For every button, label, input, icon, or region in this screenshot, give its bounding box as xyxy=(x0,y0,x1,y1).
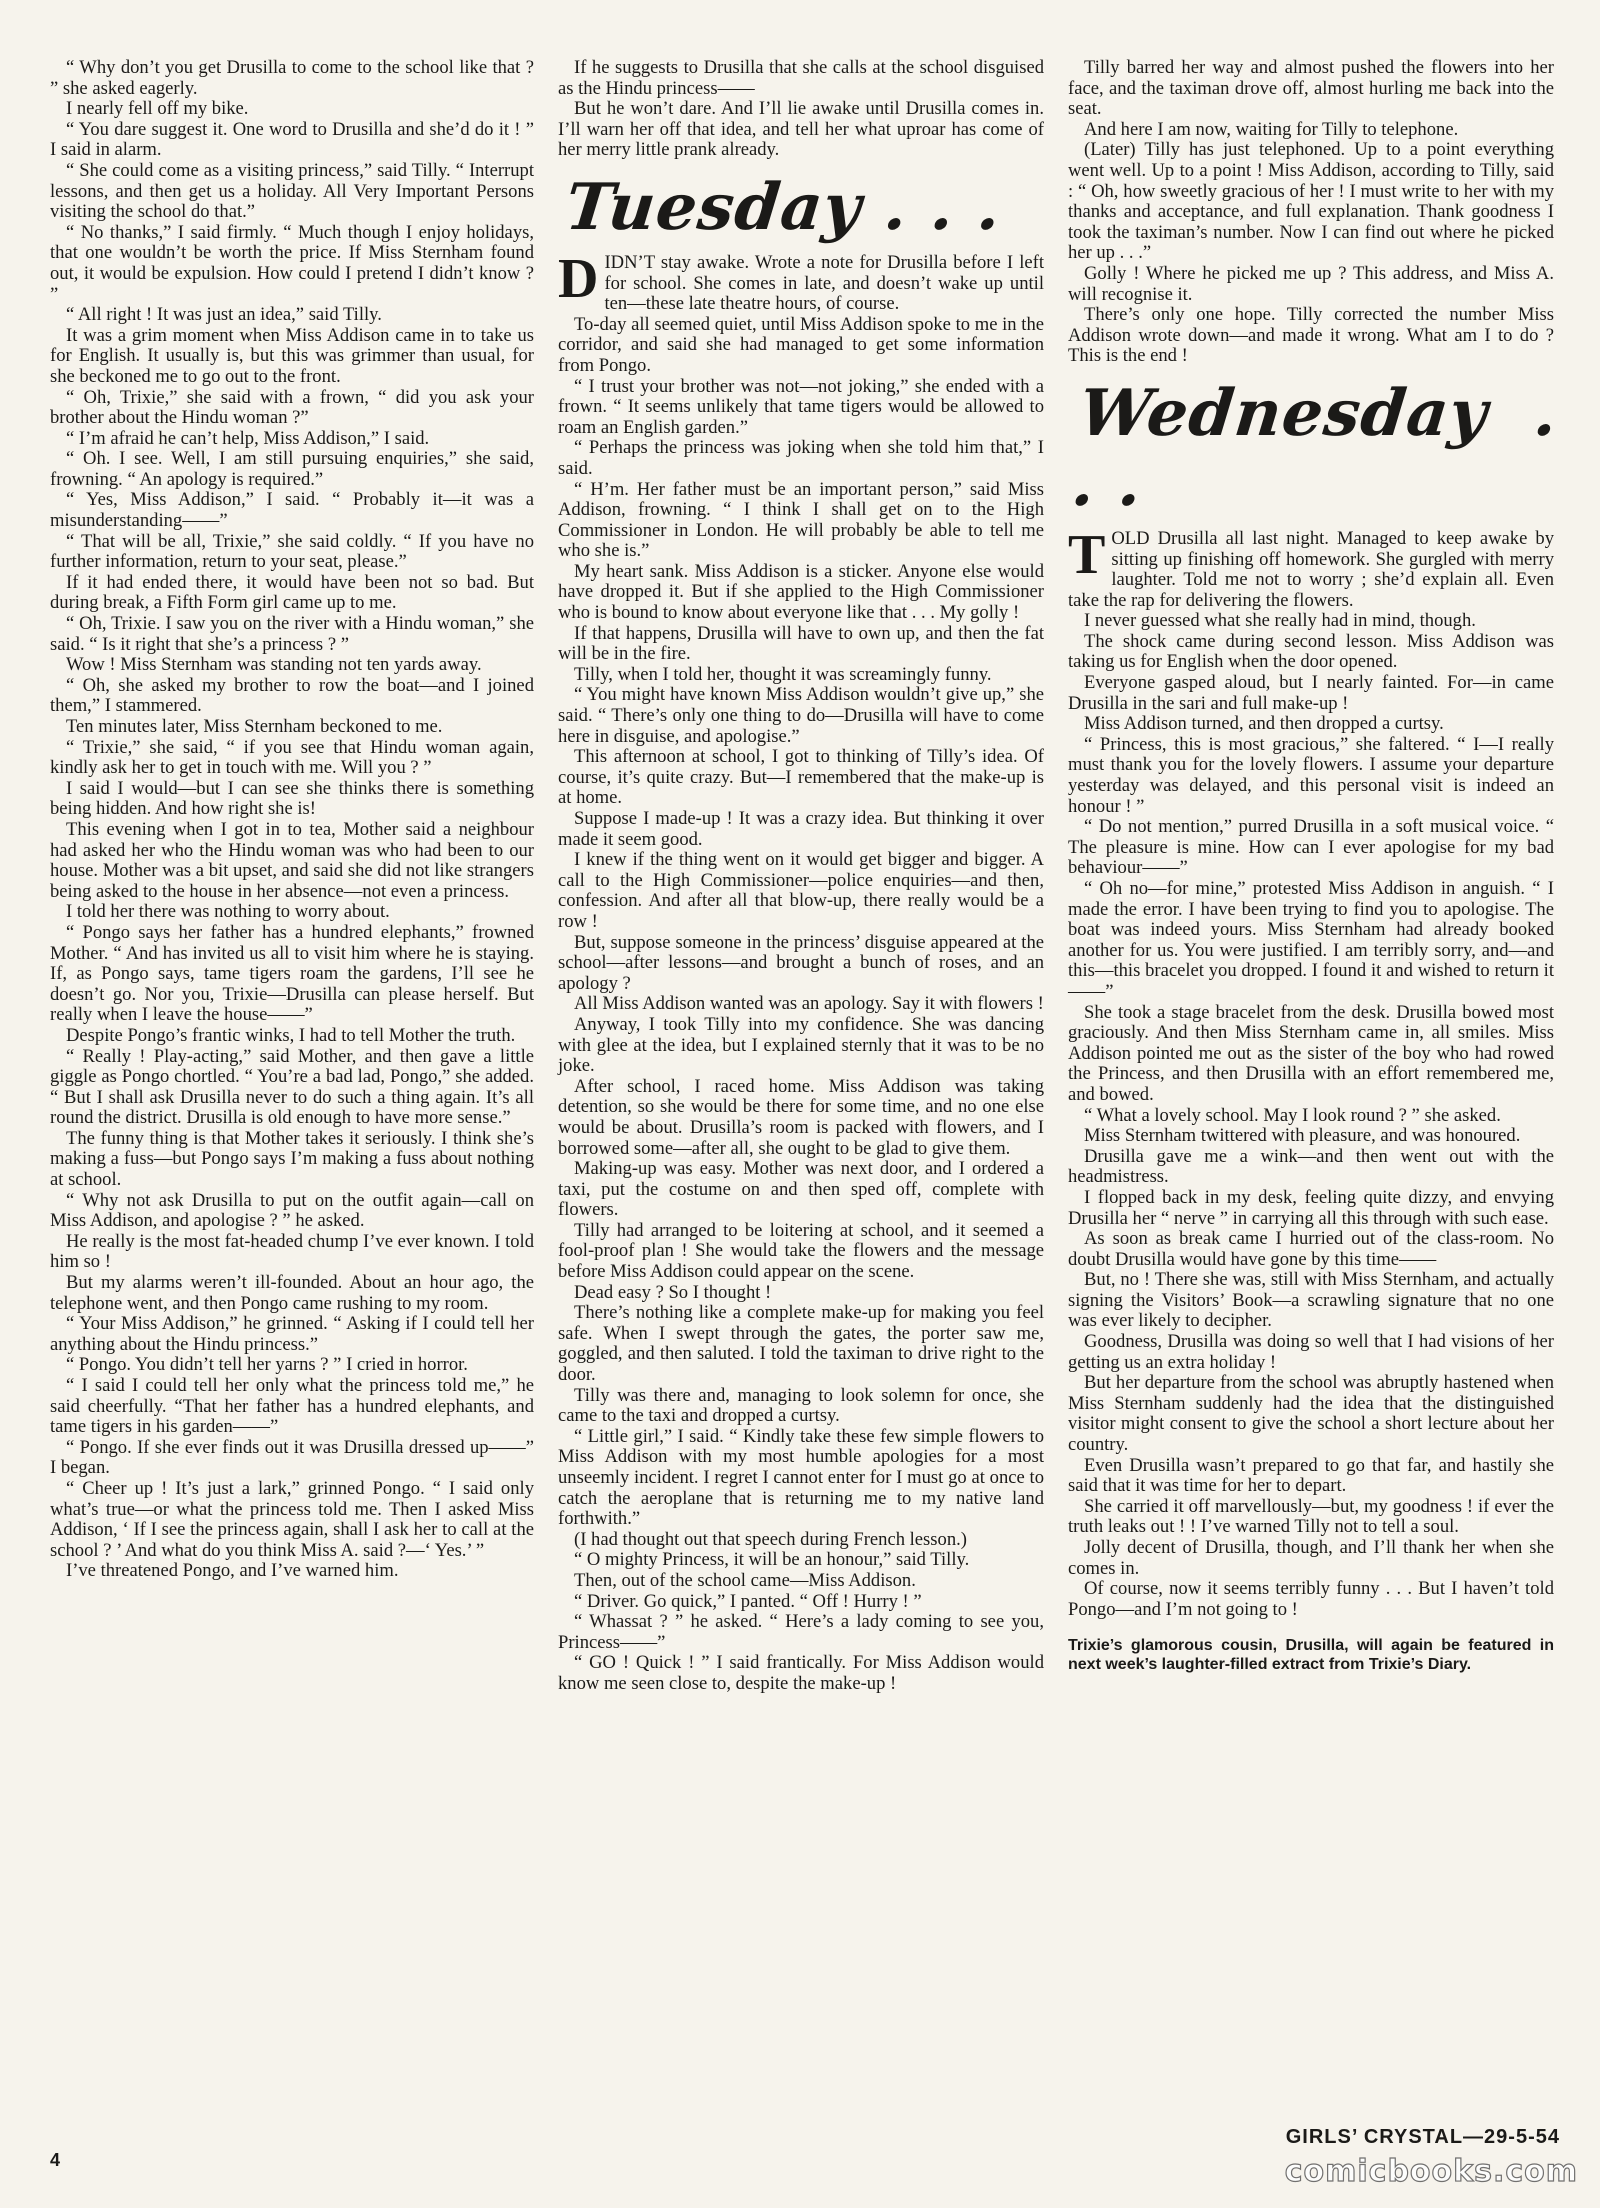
paragraph: “ Oh no—for mine,” protested Miss Addison in anguish. “ I made the error. I have been trying to find you to apologise. The boat was indeed yours. Miss Sternham had already booked another for us. You were justified. I am terribly sorry, and—and this—this bracelet you dropped. I found it and wished to return it——” xyxy=(1068,878,1554,1002)
paragraph: As soon as break came I hurried out of the class-room. No doubt Drusilla would have gone by this time—— xyxy=(1068,1228,1554,1270)
paragraph: “ Little girl,” I said. “ Kindly take these few simple flowers to Miss Addison with my most humble apologies for a most unseemly incident. I regret I cannot enter for I must go at once to catch the aeroplane that is returning me to my native land forthwith.” xyxy=(558,1425,1044,1530)
paragraph: If that happens, Drusilla will have to own up, and then the fat will be in the fire. xyxy=(558,622,1044,665)
paragraph: I nearly fell off my bike. xyxy=(66,98,249,120)
paragraph: Anyway, I took Tilly into my confidence. She was dancing with glee at the idea, but I explained sternly that it was to be no joke. xyxy=(558,1013,1044,1077)
paragraph: To-day all seemed quiet, until Miss Addison spoke to me in the corridor, and said she had managed to get some information from Pongo. xyxy=(558,313,1044,376)
paragraph: Of course, now it seems terribly funny . . . But I haven’t told Pongo—and I’m not going to ! xyxy=(1068,1578,1554,1620)
next-week-footnote: Trixie’s glamorous cousin, Drusilla, will again be featured in next week’s laughter-filled extract from Trixie’s Diary. xyxy=(1068,1637,1554,1674)
paragraph: “ Pongo. You didn’t tell her yarns ? ” I cried in horror. xyxy=(66,1354,468,1376)
dropcap-t: T xyxy=(1068,523,1106,586)
wednesday-opening-paragraph: TOLD Drusilla all last night. Managed to keep awake by sitting up finishing off homework. She gurgled with merry laughter. Told me not to worry ; she’d explain all. Even take the rap for delivering the flowers. xyxy=(1068,523,1554,611)
paragraph: Ten minutes later, Miss Sternham beckoned to me. xyxy=(66,716,443,737)
paragraph: “ All right ! It was just an idea,” said Tilly. xyxy=(66,304,382,326)
tuesday-opening-paragraph: DIDN’T stay awake. Wrote a note for Drusilla before I left for school. She comes in late, and doesn’t wake up until ten—these late theatre hours, of course. xyxy=(558,247,1044,315)
paragraph: I knew if the thing went on it would get bigger and bigger. A call to the High Commissioner—police enquiries—and then, confession. And after all that blow-up, there really would be a row ! xyxy=(558,849,1044,932)
paragraph: “ Pongo says her father has a hundred elephants,” frowned Mother. “ And has invited us all to visit him where he is staying. If, as Pongo says, tame tigers roam the gardens, I’ll see he doesn’t go. Nor you, Trixie—Drusilla can please herself. But really when I leave the house——” xyxy=(50,921,534,1026)
paragraph: “ You dare suggest it. One word to Drusilla and she’d do it ! ” I said in alarm. xyxy=(50,118,534,161)
dropcap-d: D xyxy=(558,247,599,310)
paragraph: Tilly had arranged to be loitering at school, and it seemed a fool-proof plan ! She would take the flowers and the message before Miss Addison could appear on the scene. xyxy=(558,1219,1044,1283)
paragraph: “ GO ! Quick ! ” I said frantically. For Miss Addison would know me seen close to, despite the make-up ! xyxy=(558,1652,1044,1694)
paragraph: If it had ended there, it would have been not so bad. But during break, a Fifth Form girl came up to me. xyxy=(50,571,534,614)
paragraph: “ Cheer up ! It’s just a lark,” grinned Pongo. “ I said only what’s true—or what the princess told me. Then I asked Miss Addison, ‘ If I see the princess again, shall I ask her to call at the school ? ’ And what do you think Miss A. said ?—‘ Yes.’ ” xyxy=(50,1477,534,1561)
paragraph: Drusilla gave me a wink—and then went out with the headmistress. xyxy=(1068,1145,1554,1188)
paragraph: “ O mighty Princess, it will be an honour,” said Tilly. xyxy=(574,1549,970,1571)
paragraph: “ You might have known Miss Addison wouldn’t give up,” she said. “ There’s only one thing to do—Drusilla will have to come here in disguise, and apologise.” xyxy=(558,684,1044,747)
paragraph: “ She could come as a visiting princess,” said Tilly. “ Interrupt lessons, and then get us a holiday. All Very Important Persons visiting the school do that.” xyxy=(50,159,534,223)
paragraph: All Miss Addison wanted was an apology. Say it with flowers ! xyxy=(574,993,1044,1015)
paragraph: This evening when I got in to tea, Mother said a neighbour had asked her who the Hindu woman was who had been to our house. Mother was a bit upset, and said she did not like strangers being asked to the house in her absence—not even a princess. xyxy=(50,818,534,902)
paragraph: “ I said I could tell her only what the princess told me,” he said cheerfully. “That her father has a hundred elephants, and tame tigers in his garden——” xyxy=(50,1375,534,1438)
paragraph: “ What a lovely school. May I look round ? ” she asked. xyxy=(1084,1104,1501,1126)
heading-wednesday: Wednesday . . . xyxy=(1068,375,1562,521)
paragraph: I flopped back in my desk, feeling quite dizzy, and envying Drusilla her “ nerve ” in carrying all this through with such ease. xyxy=(1068,1186,1554,1229)
paragraph: “ Your Miss Addison,” he grinned. “ Asking if I could tell her anything about the Hindu princess.” xyxy=(50,1313,534,1355)
paragraph: Tilly was there and, managing to look solemn for once, she came to the taxi and dropped a curtsy. xyxy=(558,1384,1044,1427)
paragraph: The shock came during second lesson. Miss Addison was taking us for English when the door opened. xyxy=(1068,630,1554,673)
paragraph: “ Really ! Play-acting,” said Mother, and then gave a little giggle as Pongo chortled. “ You’re a bad lad, Pongo,” she added. “ But I shall ask Drusilla never to do such a thing again. It’s all round the district. Drusilla is old enough to have more sense.” xyxy=(50,1045,534,1129)
paragraph: “ H’m. Her father must be an important person,” said Miss Addison, frowning. “ I think I shall get on to the High Commissioner in London. He will probably be able to tell me who she is.” xyxy=(558,478,1044,562)
paragraph: I’ve threatened Pongo, and I’ve warned him. xyxy=(66,1560,399,1582)
paragraph: “ Driver. Go quick,” I panted. “ Off ! Hurry ! ” xyxy=(574,1590,922,1612)
paragraph: She carried it off marvellously—but, my goodness ! if ever the truth leaks out ! ! I’ve warned Tilly not to tell a soul. xyxy=(1068,1495,1554,1538)
paragraph: Suppose I made-up ! It was a crazy idea. But thinking it over made it seem good. xyxy=(558,808,1044,850)
paragraph: Wow ! Miss Sternham was standing not ten yards away. xyxy=(66,654,482,676)
paragraph: Golly ! Where he picked me up ? This address, and Miss A. will recognise it. xyxy=(1068,262,1554,305)
paragraph: Even Drusilla wasn’t prepared to go that far, and hastily she said that it was time for her to depart. xyxy=(1068,1454,1554,1497)
paragraph: “ Why don’t you get Drusilla to come to the school like that ? ” she asked eagerly. xyxy=(50,57,534,99)
paragraph: (Later) Tilly has just telephoned. Up to a point everything went well. Up to a point ! Miss Addison, according to Tilly, said : “ Oh, how sweetly gracious of her ! I must write to her with my thanks and acceptance, and full explanation. Thank goodness I took the taximan’s number. Now I can find out where he picked her up . . .” xyxy=(1068,139,1554,264)
paragraph: My heart sank. Miss Addison is a sticker. Anyone else would have dropped it. But if she applied to the High Commissioner who is bound to know about everyone like that . . . My golly ! xyxy=(558,560,1044,624)
paragraph: “ Why not ask Drusilla to put on the outfit again—call on Miss Addison, and apologise ? ” he asked. xyxy=(50,1189,534,1232)
paragraph: “ Oh, Trixie. I saw you on the river with a Hindu woman,” she said. “ Is it right that she’s a princess ? ” xyxy=(50,613,534,655)
paragraph: He really is the most fat-headed chump I’ve ever known. I told him so ! xyxy=(50,1230,534,1273)
heading-tuesday: Tuesday . . . xyxy=(562,169,1006,245)
issue-line: GIRLS’ CRYSTAL—29-5-54 xyxy=(1285,2126,1560,2148)
paragraph: “ Yes, Miss Addison,” I said. “ Probably it—it was a misunderstanding——” xyxy=(50,489,534,532)
paragraph: There’s nothing like a complete make-up for making you feel safe. When I swept through the gates, the porter saw me, goggled, and then saluted. I told the taximan to drive right to the door. xyxy=(558,1302,1044,1386)
paragraph: But, no ! There she was, still with Miss Sternham, and actually signing the Visitors’ Book—a scrawling signature that no one was ever likely to decipher. xyxy=(1068,1269,1554,1332)
paragraph: I told her there was nothing to worry about. xyxy=(66,901,390,923)
paragraph: “ Pongo. If she ever finds out it was Drusilla dressed up——” I began. xyxy=(50,1436,534,1479)
paragraph: “ Perhaps the princess was joking when she told him that,” I said. xyxy=(558,437,1044,479)
paragraph: I never guessed what she really had in mind, though. xyxy=(1084,610,1476,632)
text-column-2 xyxy=(558,58,1044,1695)
paragraph: Miss Sternham twittered with pleasure, and was honoured. xyxy=(1084,1125,1521,1147)
paragraph: “ No thanks,” I said firmly. “ Much though I enjoy holidays, that one wouldn’t be worth the price. If Miss Sternham found out, it would be expulsion. How could I pretend I didn’t know ? ” xyxy=(50,221,534,305)
paragraph: Everyone gasped aloud, but I nearly fainted. For—in came Drusilla in the sari and full make-up ! xyxy=(1068,672,1554,714)
paragraph: “ Trixie,” she said, “ if you see that Hindu woman again, kindly ask her to get in touch with me. Will you ? ” xyxy=(50,736,534,779)
paragraph: Goodness, Drusilla was doing so well that I had visions of her getting us an extra holiday ! xyxy=(1068,1331,1554,1373)
paragraph: “ I trust your brother was not—not joking,” she ended with a frown. “ It seems unlikely that tame tigers would be allowed to roam an English garden.” xyxy=(558,375,1044,438)
paragraph: The funny thing is that Mother takes it seriously. I think she’s making a fuss—but Pongo says I’m making a fuss about nothing at school. xyxy=(50,1127,534,1191)
paragraph: “ Oh. I see. Well, I am still pursuing enquiries,” she said, frowning. “ An apology is required.” xyxy=(50,448,534,490)
site-watermark: comicbooks.com xyxy=(1284,2154,1578,2189)
paragraph: This afternoon at school, I got to thinking of Tilly’s idea. Of course, it’s quite crazy. But—I remembered that the make-up is at home. xyxy=(558,746,1044,809)
paragraph: It was a grim moment when Miss Addison came in to take us for English. It usually is, but this was grimmer than usual, for she beckoned me to go out to the front. xyxy=(50,324,534,387)
paragraph: Making-up was easy. Mother was next door, and I ordered a taxi, put the costume on and then sped off, complete with flowers. xyxy=(558,1158,1044,1221)
paragraph: If he suggests to Drusilla that she calls at the school disguised as the Hindu princess—— xyxy=(558,57,1044,99)
paragraph: And here I am now, waiting for Tilly to telephone. xyxy=(1084,118,1459,140)
text-column-1 xyxy=(50,58,534,1582)
paragraph: Tilly, when I told her, thought it was screamingly funny. xyxy=(574,663,992,685)
paragraph: Dead easy ? So I thought ! xyxy=(574,1281,772,1303)
paragraph: Despite Pongo’s frantic winks, I had to tell Mother the truth. xyxy=(66,1024,516,1046)
paragraph: She took a stage bracelet from the desk. Drusilla bowed most graciously. And then Miss Sternham came in, all smiles. Miss Addison pointed me out as the sister of the boy who had rowed the Princess, and then Drusilla with an effort remembered me, and bowed. xyxy=(1068,1001,1554,1105)
paragraph: Then, out of the school came—Miss Addison. xyxy=(574,1569,916,1591)
paragraph: But her departure from the school was abruptly hastened when Miss Sternham suddenly had the idea that the distinguished visitor might consent to give the school a short lecture about her country. xyxy=(1068,1372,1554,1456)
paragraph: Tilly barred her way and almost pushed the flowers into her face, and the taximan drove off, almost hurling me back into the seat. xyxy=(1068,57,1554,120)
paragraph: There’s only one hope. Tilly corrected the number Miss Addison wrote down—and made it wrong. What am I to do ? This is the end ! xyxy=(1068,304,1554,367)
paragraph: “ That will be all, Trixie,” she said coldly. “ If you have no further information, return to your seat, please.” xyxy=(50,530,534,573)
paragraph: I said I would—but I can see she thinks there is something being hidden. And how right she is! xyxy=(50,777,534,820)
paragraph: After school, I raced home. Miss Addison was taking detention, so she would be there for some time, and no one else would be about. Drusilla’s room is packed with flowers, and I borrowed some—after all, she ought to be glad to give them. xyxy=(558,1075,1044,1159)
paragraph: But my alarms weren’t ill-founded. About an hour ago, the telephone went, and then Pongo came rushing to my room. xyxy=(50,1272,534,1314)
paragraph: “ Princess, this is most gracious,” she faltered. “ I—I really must thank you for the lovely flowers. I assume your departure yesterday was delayed, and this personal visit is indeed an honour ! ” xyxy=(1068,733,1554,817)
paragraph: “ Oh, Trixie,” she said with a frown, “ did you ask your brother about the Hindu woman ?” xyxy=(50,386,534,429)
paragraph: “ I’m afraid he can’t help, Miss Addison,” I said. xyxy=(66,427,430,449)
paragraph: Jolly decent of Drusilla, though, and I’ll thank her when she comes in. xyxy=(1068,1537,1554,1579)
paragraph: But, suppose someone in the princess’ disguise appeared at the school—after lessons—and brought a bunch of roses, and an apology ? xyxy=(558,931,1044,994)
page-number: 4 xyxy=(50,2150,61,2170)
text-column-3 xyxy=(1068,57,1562,1674)
paragraph: “ Oh, she asked my brother to row the boat—and I joined them,” I stammered. xyxy=(50,674,534,717)
paragraph: “ Whassat ? ” he asked. “ Here’s a lady coming to see you, Princess——” xyxy=(558,1611,1044,1653)
paragraph: But he won’t dare. And I’ll lie awake until Drusilla comes in. I’ll warn her off that idea, and tell her what uproar has come of her merry little prank already. xyxy=(558,98,1044,161)
paragraph: (I had thought out that speech during French lesson.) xyxy=(574,1528,967,1550)
paragraph: “ Do not mention,” purred Drusilla in a soft musical voice. “ The pleasure is mine. How can I ever apologise for my bad behaviour——” xyxy=(1068,816,1554,879)
paragraph: Miss Addison turned, and then dropped a curtsy. xyxy=(1084,713,1444,735)
